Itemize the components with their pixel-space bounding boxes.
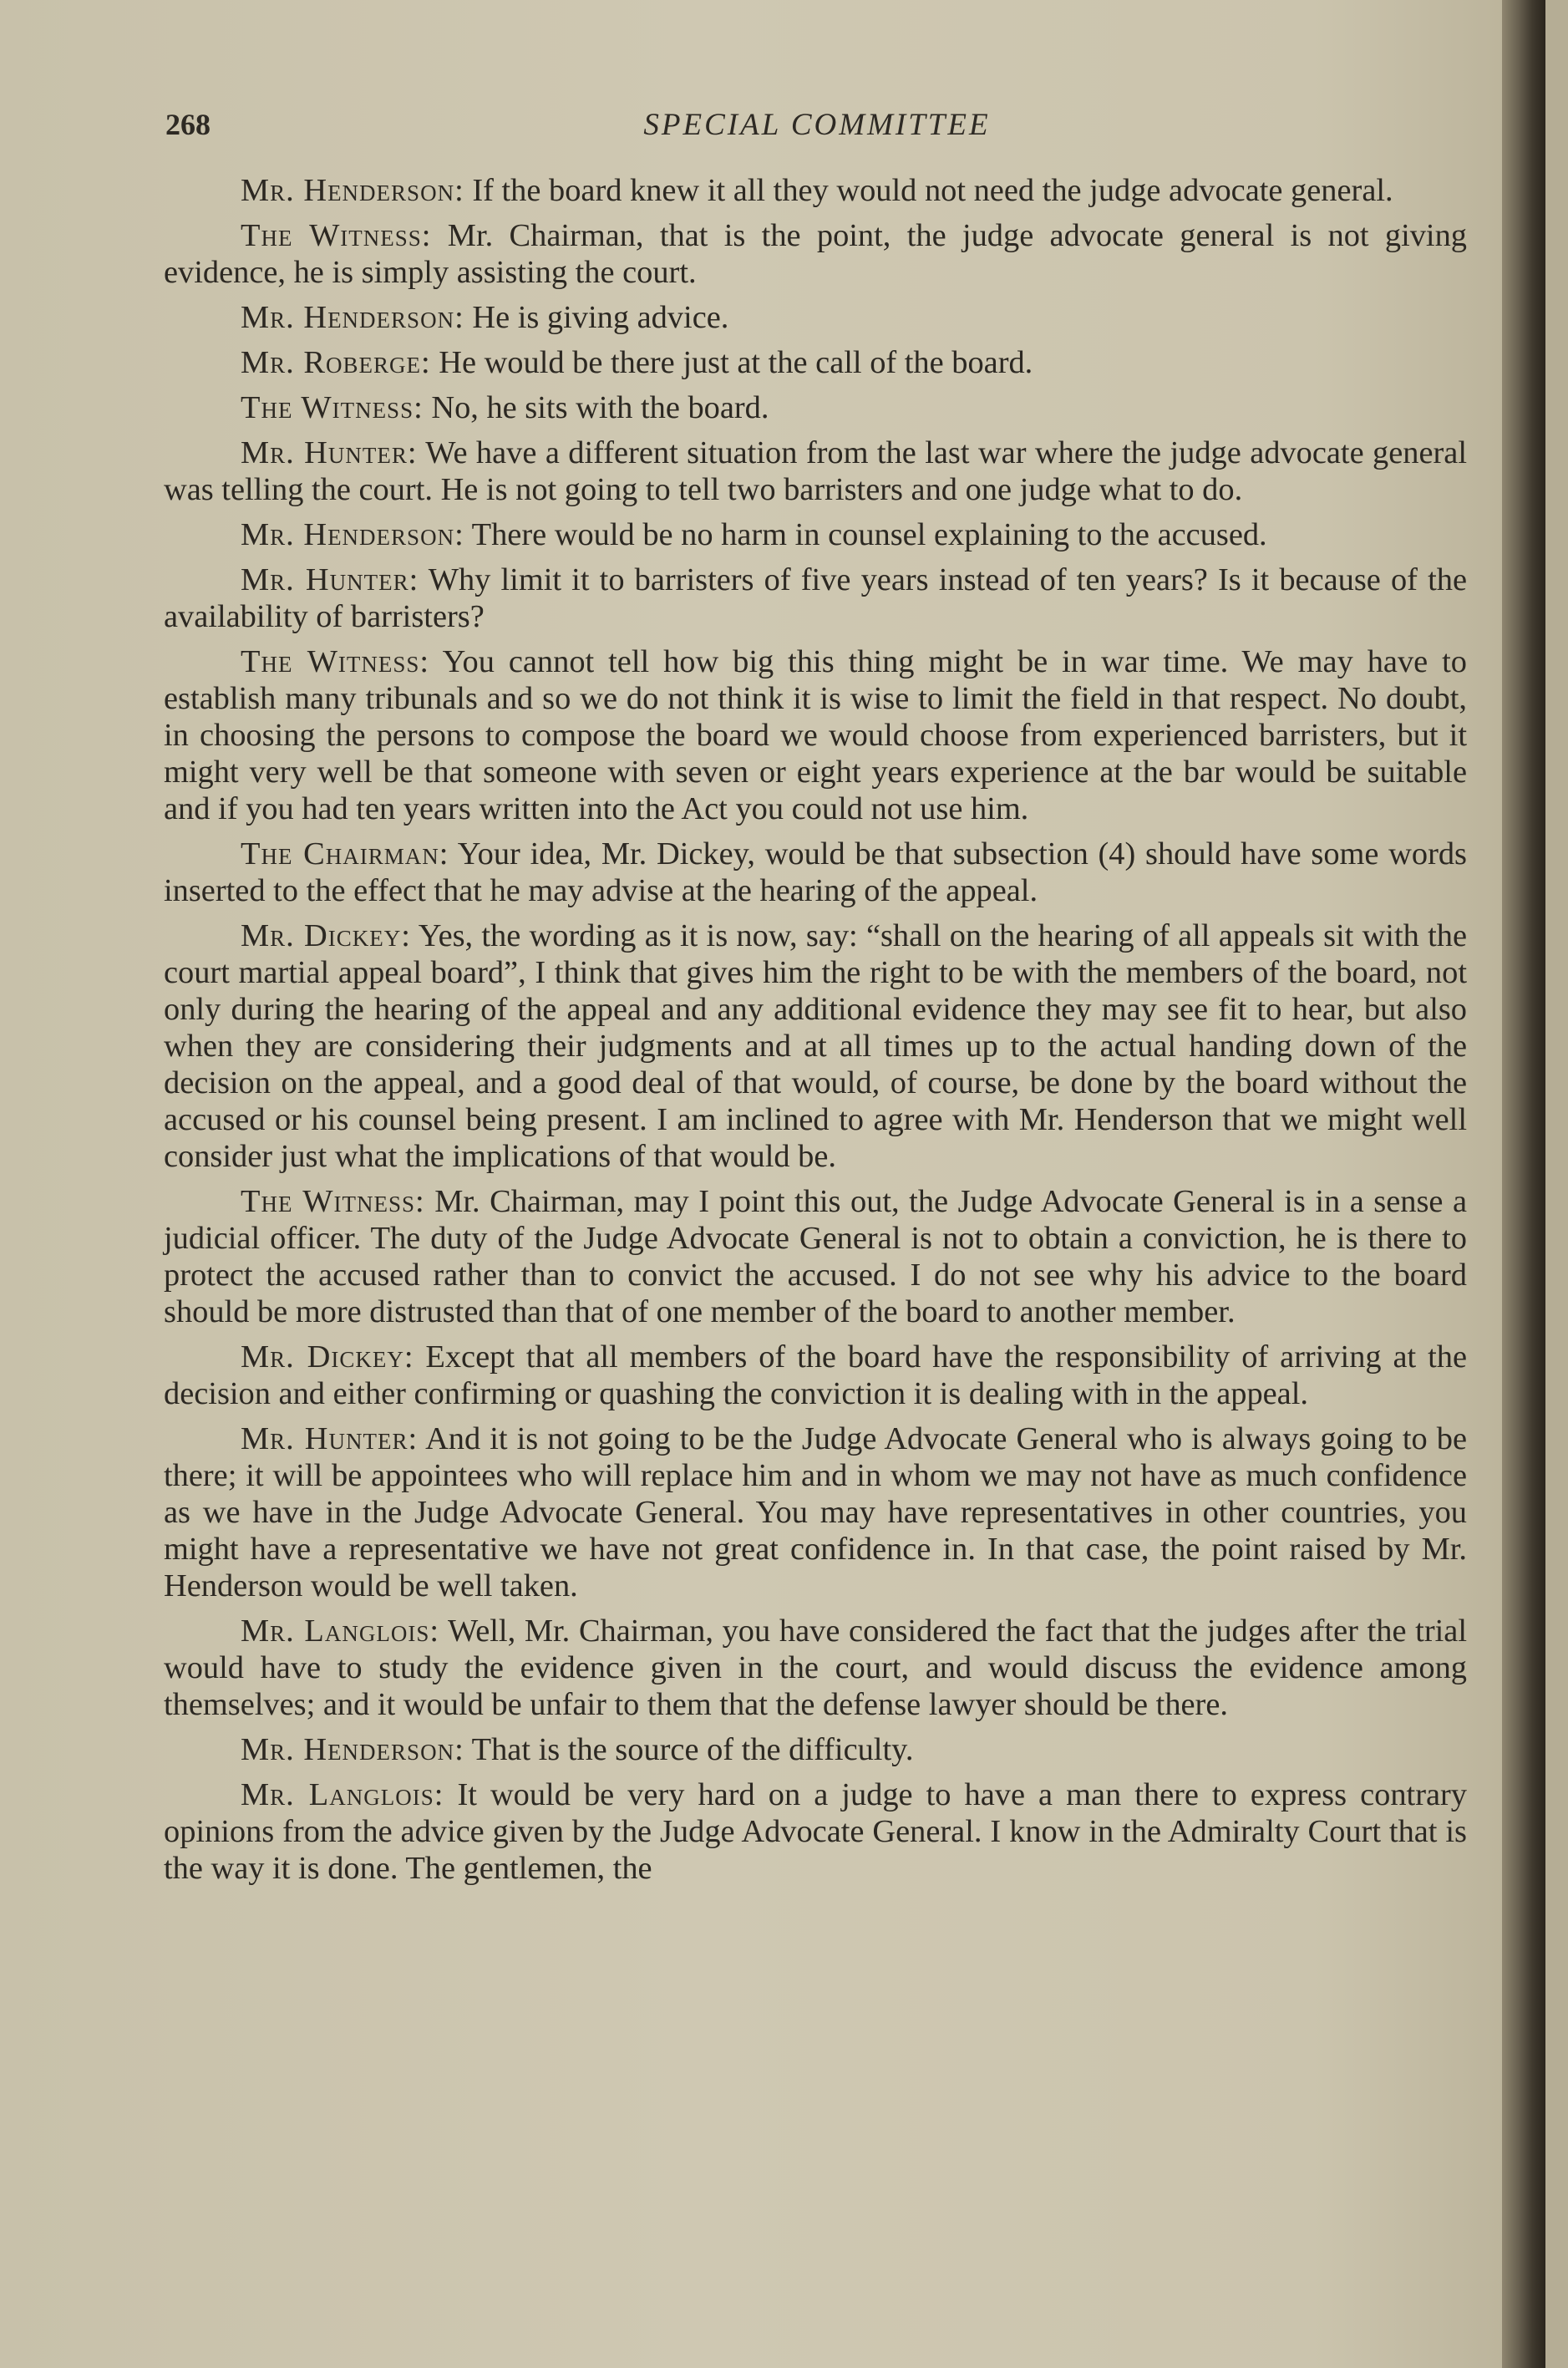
transcript-paragraph	[164, 836, 1467, 909]
paragraph-text: It would be very hard on a judge to have a man there to express contrary opinions from the advice given by the Judge Advocate General. I know in the Admiralty Court that is the way it is done. The gentlemen, the	[164, 1777, 1468, 1886]
running-head: SPECIAL COMMITTEE	[643, 108, 991, 142]
transcript-paragraph	[164, 217, 1467, 291]
speaker-name: Mr. Roberge:	[241, 345, 431, 380]
transcript-paragraph	[164, 1183, 1467, 1330]
paragraph-text: Except that all members of the board have the responsibility of arriving at the decision and either confirming or quashing the conviction it is dealing with in the appeal.	[164, 1339, 1467, 1411]
paragraph-text: And it is not going to be the Judge Advocate General who is always going to be there; it will be appointees who will replace him and in whom we may not have as much confidence as we have in the Judge Advocate General. You may have representatives in other countries, you might have a representative we have not great confidence in. In that case, the point raised by Mr. Henderson would be well taken.	[164, 1421, 1467, 1603]
paragraph-text: He would be there just at the call of the board.	[430, 345, 1033, 380]
speaker-name: Mr. Dickey:	[241, 918, 411, 953]
transcript-paragraph	[164, 1339, 1467, 1412]
paragraph-text: If the board knew it all they would not need the judge advocate general.	[464, 173, 1393, 208]
speaker-name: Mr. Henderson:	[241, 1732, 464, 1767]
paragraph-text: Why limit it to barristers of five years instead of ten years? Is it because of the availability of barristers?	[164, 562, 1467, 634]
paragraph-text: Mr. Chairman, may I point this out, the Judge Advocate General is in a sense a judicial officer. The duty of the Judge Advocate General is not to obtain a conviction, he is there to protect the accused rather than to convict the accused. I do not see why his advice to the board should be more distrusted than that of one member of the board to another member.	[164, 1184, 1467, 1329]
paragraph-text: You cannot tell how big this thing might be in war time. We may have to establish many tribunals and so we do not think it is wise to limit the field in that respect. No doubt, in choosing the persons to compose the board we would choose from experienced barristers, but it might very well be that someone with seven or eight years experience at the bar would be suitable and if you had ten years written into the Act you could not use him.	[164, 644, 1467, 826]
transcript-paragraph	[164, 344, 1467, 381]
transcript-paragraph	[164, 1776, 1467, 1887]
paragraph-text: No, he sits with the board.	[423, 390, 769, 425]
speaker-name: The Witness:	[241, 1184, 425, 1219]
transcript-paragraph	[164, 434, 1467, 508]
transcript-paragraph	[164, 1420, 1467, 1604]
paragraph-text: We have a different situation from the last war where the judge advocate general was telling the court. He is not going to tell two barristers and one judge what to do.	[164, 435, 1467, 507]
speaker-name: Mr. Henderson:	[241, 517, 464, 552]
speaker-name: The Chairman:	[241, 836, 449, 871]
transcript-paragraph	[164, 172, 1467, 209]
transcript-paragraph	[164, 516, 1467, 553]
transcript-body	[164, 172, 1467, 1895]
transcript-paragraph	[164, 562, 1467, 635]
page-number: 268	[165, 108, 211, 141]
paragraph-text: Your idea, Mr. Dickey, would be that subsection (4) should have some words inserted to the effect that he may advise at the hearing of the appeal.	[164, 836, 1467, 908]
transcript-paragraph	[164, 917, 1467, 1175]
transcript-paragraph	[164, 643, 1467, 827]
speaker-name: Mr. Hunter:	[241, 562, 419, 597]
speaker-name: Mr. Henderson:	[241, 173, 464, 208]
transcript-paragraph	[164, 1613, 1467, 1723]
speaker-name: The Witness:	[241, 218, 432, 253]
speaker-name: Mr. Hunter:	[241, 435, 418, 470]
page-header	[165, 107, 1469, 157]
speaker-name: Mr. Henderson:	[241, 300, 464, 335]
transcript-paragraph	[164, 389, 1467, 426]
paragraph-text: He is giving advice.	[464, 300, 729, 335]
speaker-name: The Witness:	[241, 644, 430, 679]
paragraph-text: Yes, the wording as it is now, say: “shall on the hearing of all appeals sit with the court martial appeal board”, I think that gives him the right to be with the members of the board, not only during the hearing of the appeal and any additional evidence they may see fit to hear, but also when they are considering their judgments and at all times up to the actual handing down of the decision on the appeal, and a good deal of that would, of course, be done by the board without the accused or his counsel being present. I am inclined to agree with Mr. Henderson that we might well consider just what the implications of that would be.	[164, 918, 1467, 1174]
paragraph-text: That is the source of the difficulty.	[464, 1732, 914, 1767]
paragraph-text: Well, Mr. Chairman, you have considered the fact that the judges after the trial would have to study the evidence given in the court, and would discuss the evidence among themselves; and it would be unfair to them that the defense lawyer should be there.	[164, 1613, 1468, 1722]
paragraph-text: There would be no harm in counsel explaining to the accused.	[464, 517, 1267, 552]
paragraph-text: Mr. Chairman, that is the point, the judge advocate general is not giving evidence, he is simply assisting the court.	[164, 218, 1467, 290]
transcript-paragraph	[164, 1731, 1467, 1768]
speaker-name: Mr. Hunter:	[241, 1421, 419, 1456]
speaker-name: Mr. Langlois:	[241, 1613, 440, 1649]
speaker-name: Mr. Dickey:	[241, 1339, 414, 1375]
transcript-paragraph	[164, 299, 1467, 336]
page-binding-edge	[1502, 0, 1545, 2368]
speaker-name: Mr. Langlois:	[241, 1777, 444, 1812]
speaker-name: The Witness:	[241, 390, 424, 425]
